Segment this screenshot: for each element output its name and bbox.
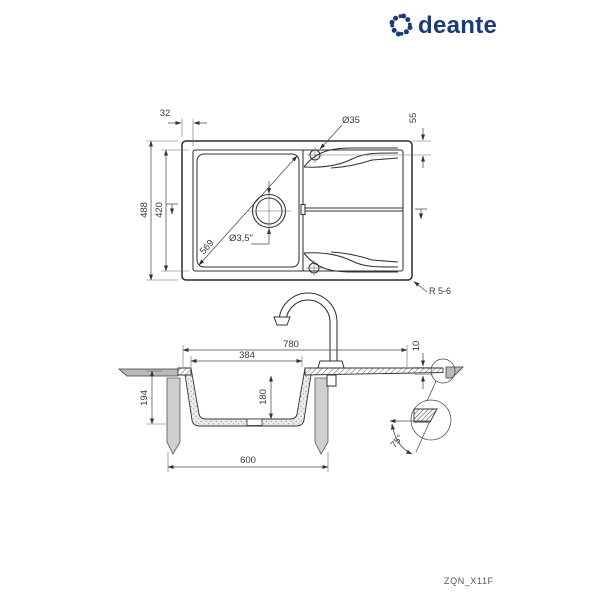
dimension-194 [139,371,166,424]
dim-bowl-inner-depth-label: 180 [258,389,269,405]
faucet-gooseneck [279,293,337,361]
dim-rim-thickness-label: 10 [411,340,422,352]
dim-bowl-depth-label: 420 [154,202,165,218]
dimension-75-degrees [388,421,430,454]
dim-tap-hole-diameter-label: Ø35 [342,115,360,126]
top-view [139,108,451,296]
faucet-base [318,361,344,368]
deante-logo-text: deante [418,12,498,39]
dim-overall-depth-label: 488 [139,202,150,218]
section-view [119,293,463,472]
bowl-cross-section [184,368,312,426]
dim-edge-angle-label: 75° [388,432,405,450]
dimension-384 [191,350,302,367]
faucet-spout [274,317,290,325]
rim-left-section [178,368,191,375]
dimension-180 [258,376,271,419]
dim-drain-diameter-label: Ø3,5" [229,233,253,244]
dimension-780 [183,339,407,367]
countertop-left [119,369,178,376]
rim-edge-profile [414,409,437,422]
deante-logo [390,12,498,39]
dim-bowl-diagonal-label: 569 [197,237,217,257]
dimension-600 [168,452,328,472]
faucet-shank [327,375,336,386]
drain-recess [247,419,262,426]
dim-cabinet-width-label: 600 [240,455,256,466]
dim-overall-width-label: 780 [283,339,299,350]
dimension-10 [411,341,433,389]
dimension-corner-radius [414,282,451,297]
dim-corner-radius-label: R 5-6 [429,286,452,296]
drainer-deck-section [305,368,443,375]
dim-tap-hole-offset-label: 55 [408,112,419,124]
cabinet-wall-right [315,378,328,454]
dim-overall-height-label: 194 [139,390,150,406]
deante-logo-icon [390,14,413,37]
dim-bowl-width-label: 384 [239,350,255,361]
dim-rim-width-label: 32 [159,108,171,119]
cabinet-wall-left [167,378,180,454]
drawing-code: ZQN_X11F [444,576,494,586]
